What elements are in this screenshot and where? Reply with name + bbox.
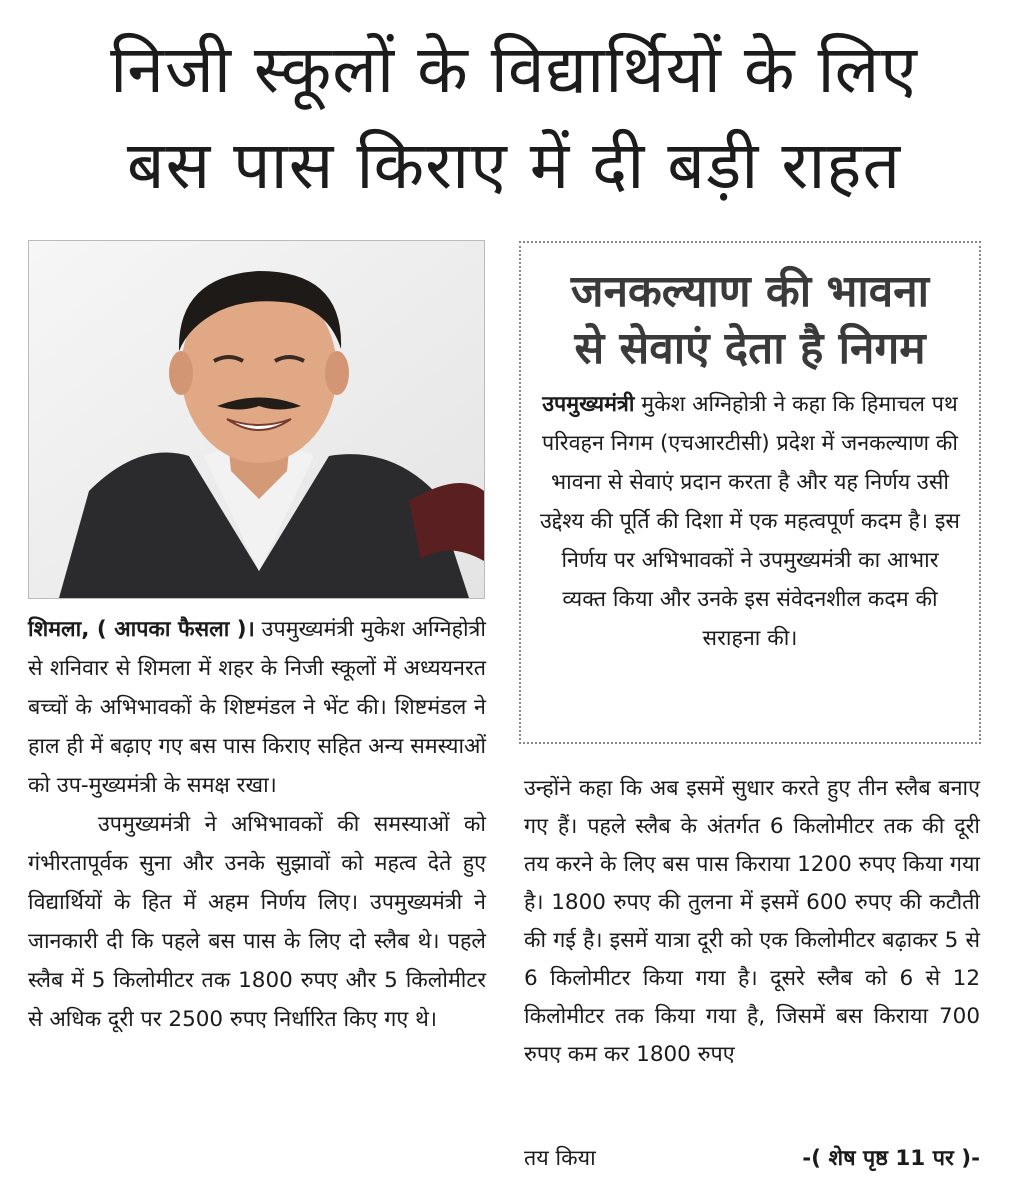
left-paragraph-1-text: उपमुख्यमंत्री मुकेश अग्निहोत्री से शनिवार से शिमला में शहर के निजी स्कूलों में अध्ययनरत बच्चों के अभिभावकों के शिष्टमंडल ने भेंट की। शिष्टमंडल ने हाल ही में बढ़ाए गए बस पास किराए सहित अन्य समस्याओं को उप-मुख्यमंत्री के समक्ष रखा।: [28, 617, 486, 798]
info-box-text: मुकेश अग्निहोत्री ने कहा कि हिमाचल पथ परिवहन निगम (एचआरटीसी) प्रदेश में जनकल्याण की भावना से सेवाएं प्रदान करता है और यह निर्णय उसी उद्देश्य की पूर्ति की दिशा में एक महत्वपूर्ण कदम है। इस निर्णय पर अभिभावकों ने उपमुख्यमंत्री का आभार व्यक्त किया और उनके इस संवेदनशील कदम की सराहना की।: [540, 392, 960, 651]
info-box-heading-line-2: से सेवाएं देता है निगम: [574, 323, 926, 374]
info-box-body: [537, 385, 963, 658]
left-paragraph-2: उपमुख्यमंत्री ने अभिभावकों की समस्याओं को गंभीरतापूर्वक सुना और उनके सुझावों को महत्व देते हुए विद्यार्थियों के हित में अहम निर्णय लिए। उपमुख्यमंत्री ने जानकारी दी कि पहले बस पास के लिए दो स्लैब थे। पहले स्लैब में 5 किलोमीटर तक 1800 रुपए और 5 किलोमीटर से अधिक दूरी पर 2500 रुपए निर्धारित किए गए थे।: [28, 812, 486, 1032]
right-column-end: [524, 1140, 980, 1178]
portrait-photo: [28, 240, 485, 599]
info-box-heading: [521, 263, 979, 377]
info-box: [519, 241, 981, 744]
left-article-column: [28, 610, 486, 1039]
dateline: शिमला, ( आपका फैसला )।: [28, 617, 255, 642]
headline-line-2: बस पास किराए में दी बड़ी राहत: [126, 127, 902, 204]
info-box-lead: उपमुख्यमंत्री: [542, 392, 635, 417]
info-box-heading-line-1: जनकल्याण की भावना: [570, 266, 930, 317]
right-paragraph: उन्होंने कहा कि अब इसमें सुधार करते हुए तीन स्लैब बनाए गए हैं। पहले स्लैब के अंतर्गत 6 किलोमीटर तक की दूरी तय करने के लिए बस पास किराया 1200 रुपए किया गया है। 1800 रुपए की तुलना में इसमें 600 रुपए की कटौती की गई है। इसमें यात्रा दूरी को एक किलोमीटर बढ़ाकर 5 से 6 किलोमीटर किया गया है। दूसरे स्लैब को 6 से 12 किलोमीटर तक किया गया है, जिसमें बस किराया 700 रुपए कम कर 1800 रुपए: [524, 776, 980, 1067]
headline-line-1: निजी स्कूलों के विद्यार्थियों के लिए: [110, 31, 918, 108]
continued-on-page: -( शेष पृष्ठ 11 पर )-: [802, 1146, 980, 1171]
left-paragraph-1: [28, 610, 486, 805]
headline: [0, 22, 1028, 214]
right-paragraph-tail: तय किया: [524, 1146, 596, 1171]
portrait-illustration: [29, 241, 484, 598]
right-article-column: [524, 770, 980, 1074]
